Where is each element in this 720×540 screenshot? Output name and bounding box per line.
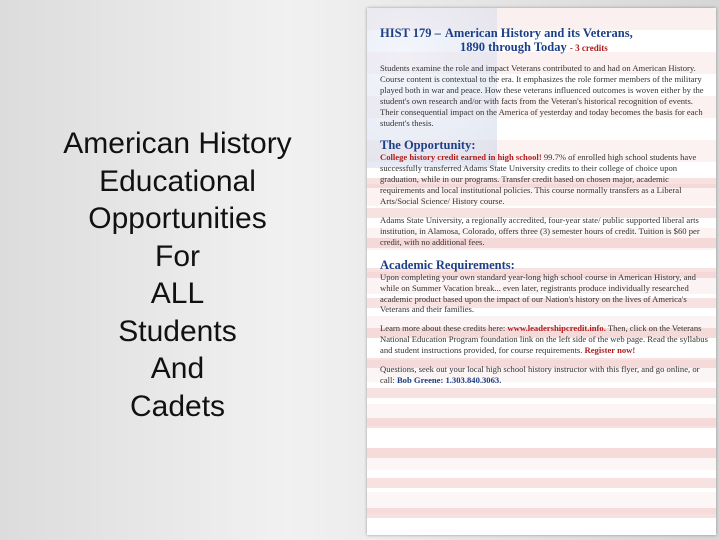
flag-stripe xyxy=(367,478,716,488)
learn-prefix: Learn more about these credits here: xyxy=(380,323,508,334)
university-paragraph: Adams State University, a regionally accredited, four-year state/ public supported liberal arts institution, in Alamosa, Colorado, offers three (3) semester hours of credit. Tuition is $60 per credit, with no additional fees. xyxy=(380,214,700,247)
flag-stripe xyxy=(367,418,716,428)
questions-paragraph xyxy=(380,364,710,386)
course-flyer-image xyxy=(367,8,716,535)
flyer-content xyxy=(380,26,710,386)
flag-stripe xyxy=(367,508,716,518)
title-line: Opportunities xyxy=(88,202,267,235)
learn-text: Then, click on the Veterans National Education Program foundation link on the left side of the web page. Read the syllabus and student instructions provided, for course requirements. xyxy=(380,323,708,356)
requirements-heading: Academic Requirements: xyxy=(380,257,515,272)
slide-title xyxy=(30,125,325,425)
opportunity-heading: The Opportunity: xyxy=(380,138,476,153)
course-code: HIST 179 – xyxy=(380,26,441,40)
questions-text: Questions, seek out your local high school history instructor with this flyer, and go online, or call: xyxy=(380,364,700,385)
flag-stripe xyxy=(367,448,716,458)
course-credits: - 3 credits xyxy=(569,43,608,53)
opportunity-lead: College history credit earned in high school! xyxy=(380,152,542,163)
website-link: www.leadershipcredit.info. xyxy=(507,323,606,334)
opportunity-paragraph xyxy=(380,152,710,207)
course-heading xyxy=(380,26,710,55)
title-line: Educational xyxy=(99,164,256,198)
opportunity-text: 99.7% of enrolled high school students have successfully transferred Adams State University credits to their college of choice upon graduation, while in our programs. Transfer credit based on chosen major, academic requirements and local institutional policies. This course normally transfers as a Liberal Arts/Social Science/ History course. xyxy=(380,152,697,207)
register-now: Register now! xyxy=(584,345,636,356)
title-line: For xyxy=(155,239,200,273)
title-line: Students xyxy=(118,314,237,348)
flag-stripe xyxy=(367,388,716,398)
title-line: And xyxy=(150,352,205,385)
learn-more-paragraph xyxy=(380,323,710,356)
course-intro: Students examine the role and impact Veterans contributed to and had on American History. Course content is contextual to the era. It emphasizes the role former members of the military played both in war and peace. How these veterans influenced outcomes is woven either by the student's own research and/or with facts from the Veteran's historical recognition of events. Their consequential impact on the America of yesterday and today becomes the basis for each student's thesis. xyxy=(380,63,704,128)
contact-info: Bob Greene: 1.303.840.3063. xyxy=(396,374,502,385)
title-line: Cadets xyxy=(129,389,226,423)
course-title-line-1: American History and its Veterans, xyxy=(444,26,633,40)
course-title-line-2: 1890 through Today xyxy=(460,40,567,54)
requirements-paragraph: Upon completing your own standard year-long high school course in American History, and while on Summer Vacation break... even later, registrants produce individually researched academic product based upon the impact of our Nation's history on the lives of America's Veterans and their families. xyxy=(380,271,696,315)
title-line: ALL xyxy=(150,277,205,310)
title-line: American History xyxy=(63,127,292,160)
